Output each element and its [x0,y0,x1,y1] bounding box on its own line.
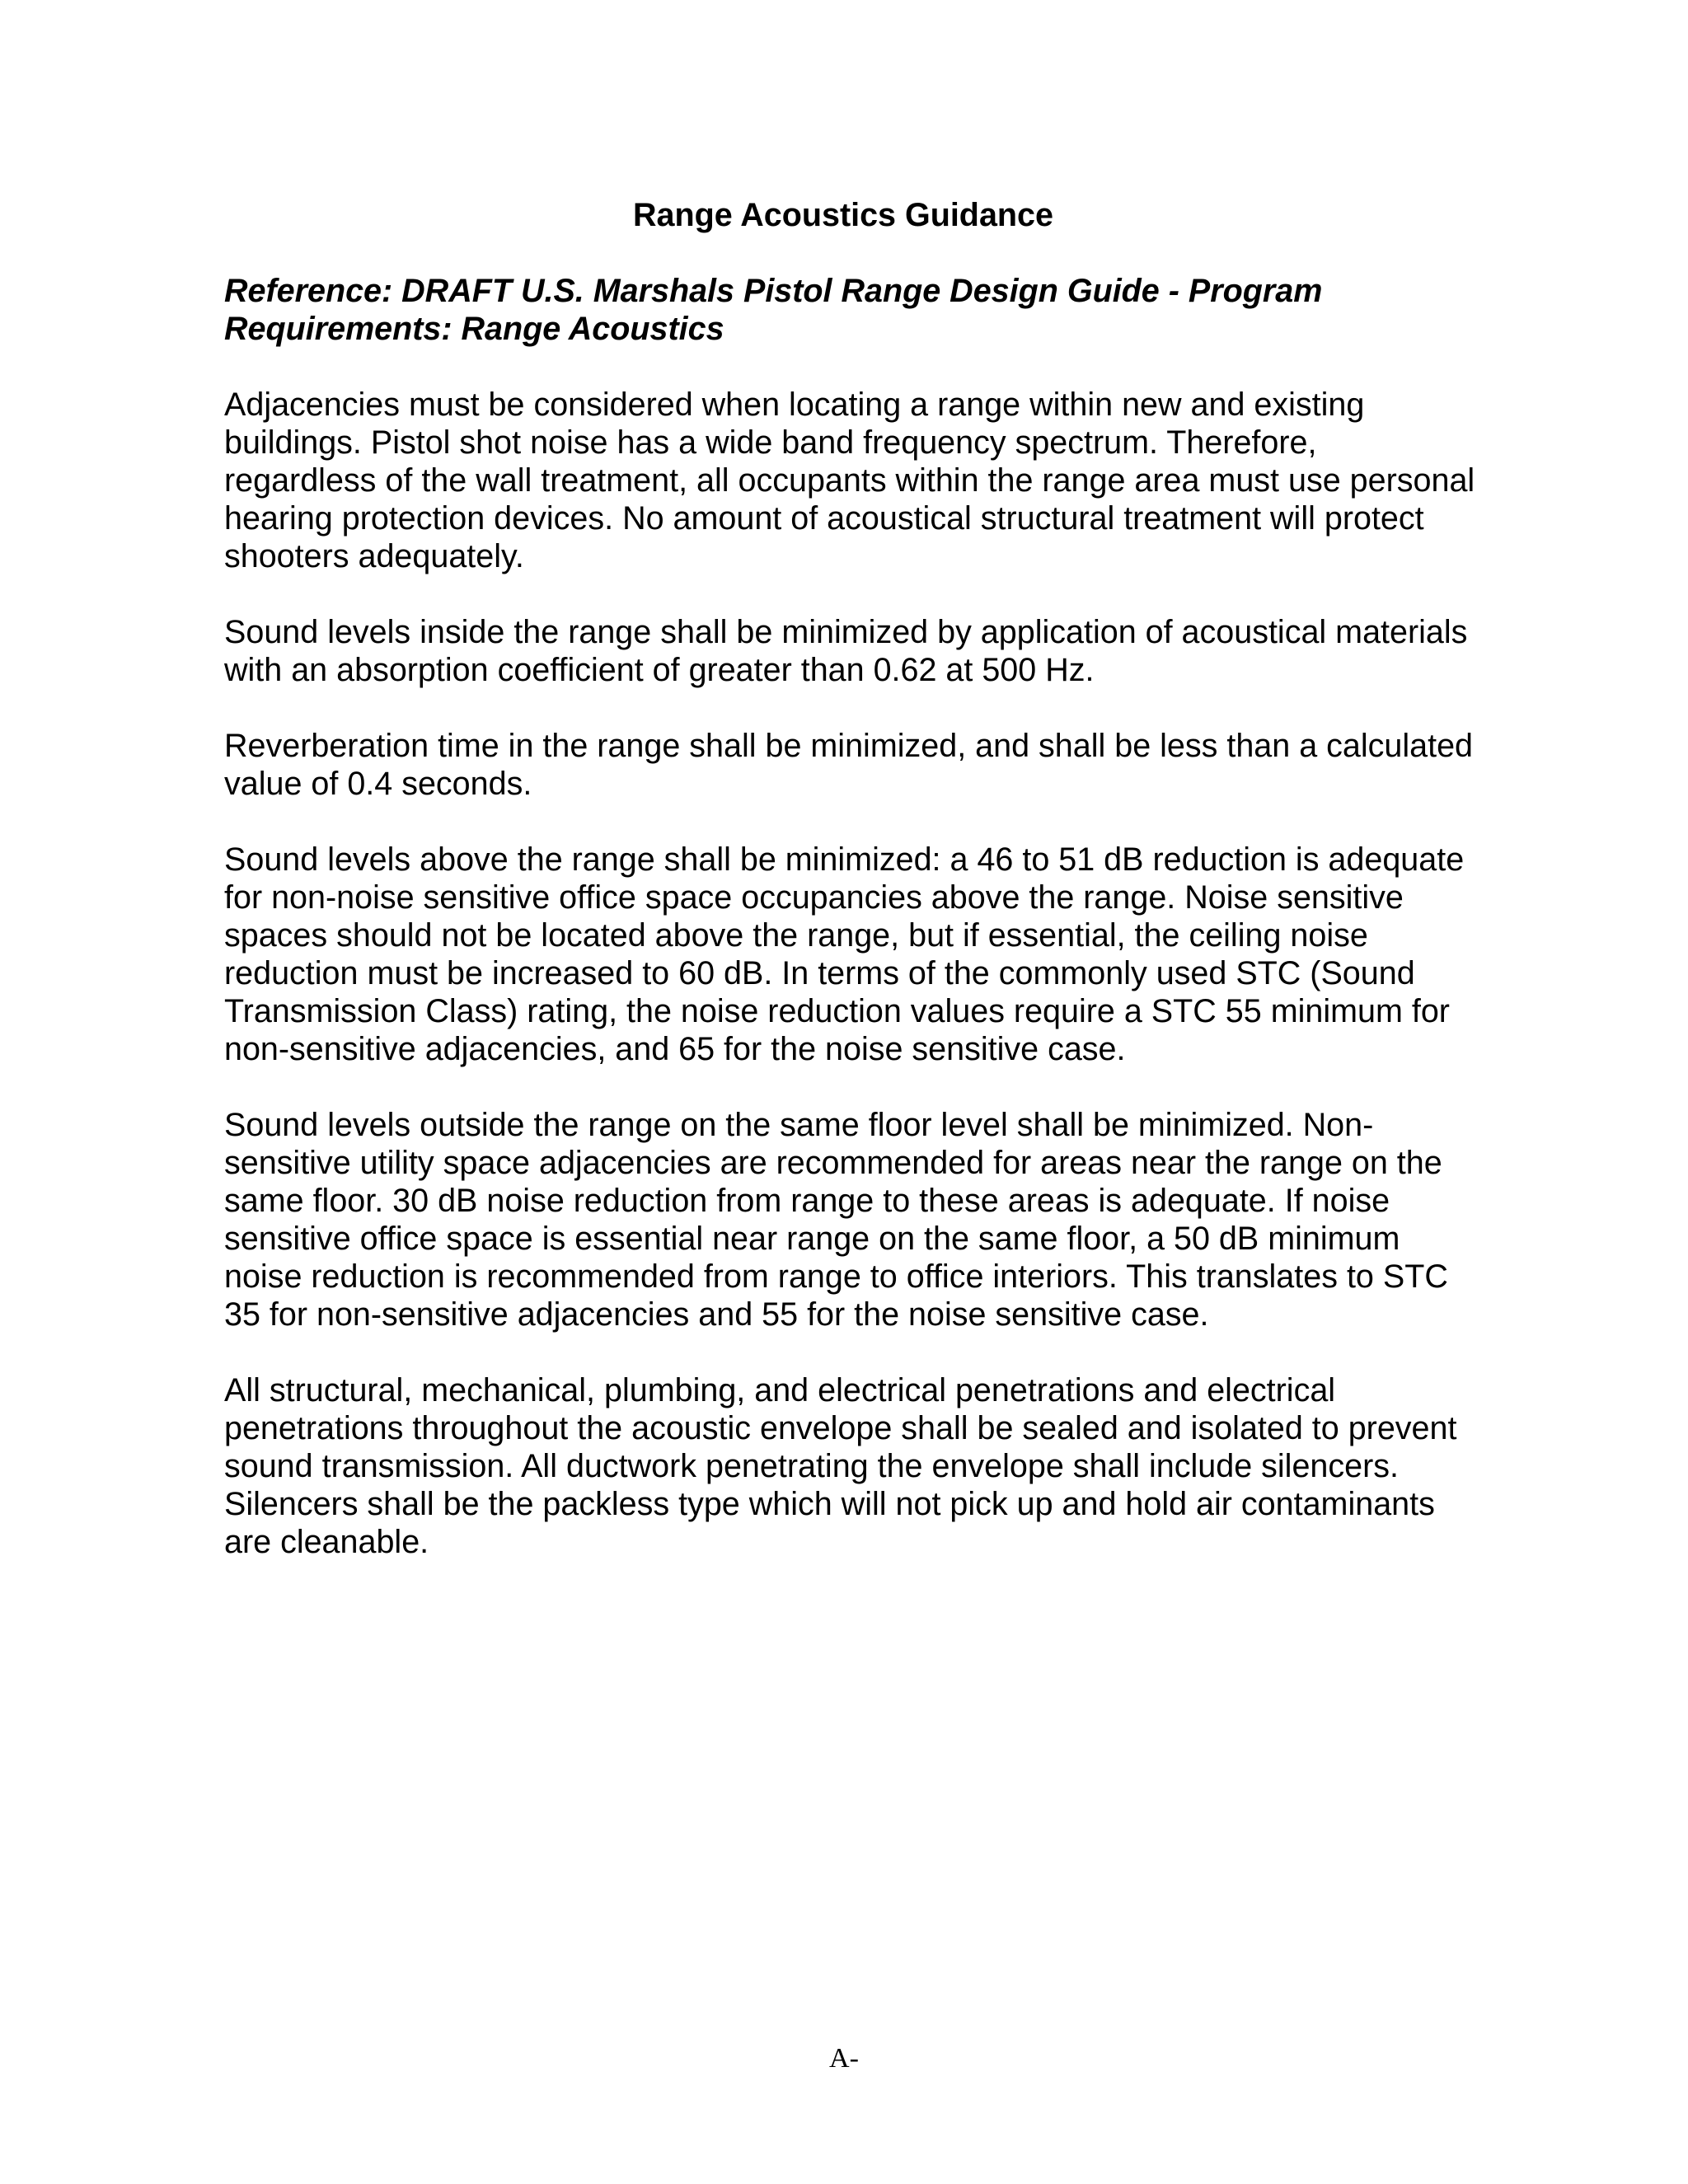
paragraph-reverberation: Reverberation time in the range shall be minimized, and shall be less than a calculated value of 0.4 seconds. [224,728,1474,802]
paragraph-sound-outside: Sound levels outside the range on the same floor level shall be minimized. Non-sensitive utility space adjacencies are recommended for areas near the range on the same floor. 30 dB noise reduction from range to these areas is adequate. If noise sensitive office space is essential near range on the same floor, a 50 dB minimum noise reduction is recommended from range to office interiors. This translates to STC 35 for non-sensitive adjacencies and 55 for the noise sensitive case. [224,1107,1448,1333]
page-number: A- [829,2043,859,2074]
reference-heading: Reference: DRAFT U.S. Marshals Pistol Range Design Guide - Program Requirements: Range Acoustics [224,273,1323,347]
paragraph-penetrations: All structural, mechanical, plumbing, and electrical penetrations and electrical penetrations throughout the acoustic envelope shall be sealed and isolated to prevent sound transmission. All ductwork penetrating the envelope shall include silencers. Silencers shall be the packless type which will not pick up and hold air contaminants are cleanable. [224,1372,1457,1560]
paragraph-sound-above: Sound levels above the range shall be minimized: a 46 to 51 dB reduction is adequate for non-noise sensitive office space occupancies above the range. Noise sensitive spaces should not be located above the range, but if essential, the ceiling noise reduction must be increased to 60 dB. In terms of the commonly used STC (Sound Transmission Class) rating, the noise reduction values require a STC 55 minimum for non-sensitive adjacencies, and 65 for the noise sensitive case. [224,841,1465,1067]
paragraph-adjacencies: Adjacencies must be considered when locating a range within new and existing buildings. Pistol shot noise has a wide band frequency spectrum. Therefore, regardless of the wall treatment, all occupants within the range area must use personal hearing protection devices. No amount of acoustical structural treatment will protect shooters adequately. [224,387,1475,574]
document-body [224,196,1477,1599]
paragraph-sound-inside: Sound levels inside the range shall be minimized by application of acoustical materials with an absorption coefficient of greater than 0.62 at 500 Hz. [224,614,1468,688]
page-title: Range Acoustics Guidance [633,197,1053,233]
